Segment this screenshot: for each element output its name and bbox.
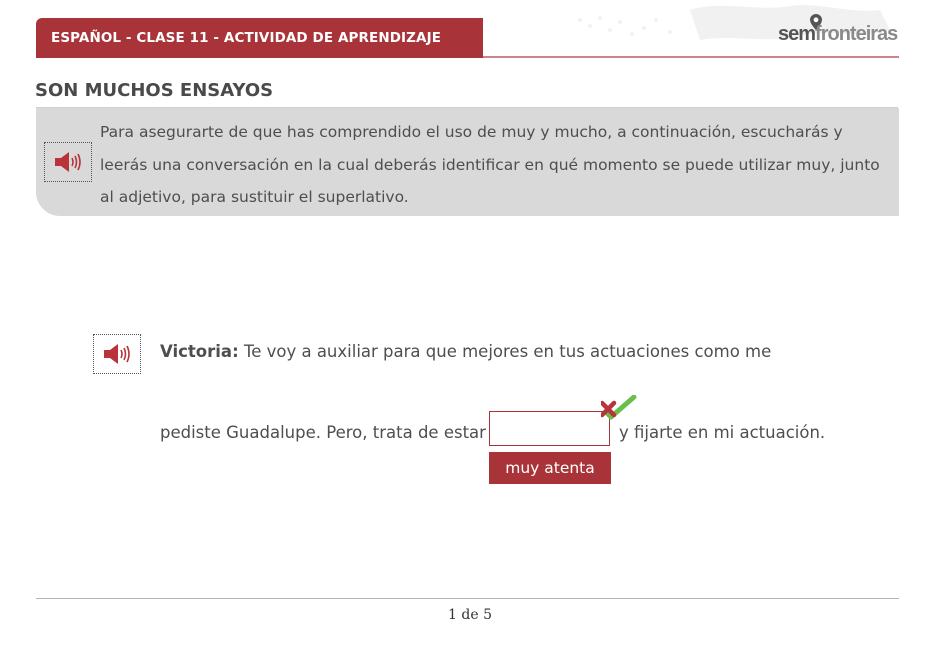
section-title: SON MUCHOS ENSAYOS bbox=[35, 80, 274, 101]
header-divider bbox=[483, 56, 899, 58]
speaker-icon bbox=[53, 151, 83, 173]
check-answer-icon[interactable] bbox=[601, 395, 637, 427]
course-header-band bbox=[36, 18, 483, 58]
logo-suffix: fronteiras bbox=[815, 23, 898, 45]
dialog-audio-button[interactable] bbox=[93, 334, 141, 374]
speaker-icon bbox=[102, 343, 132, 365]
logo-wordmark bbox=[778, 23, 897, 46]
answer-drop-field[interactable] bbox=[489, 411, 610, 446]
dialog-line-1 bbox=[160, 342, 771, 361]
dialog-line-2-before: pediste Guadalupe. Pero, trata de estar bbox=[160, 423, 486, 442]
dialog-line-1-text: Te voy a auxiliar para que mejores en tus actuaciones como me bbox=[238, 342, 772, 361]
course-title: ESPAÑOL - CLASE 11 - ACTIVIDAD DE APRENDIZAJE bbox=[51, 30, 442, 46]
footer-divider bbox=[36, 598, 899, 599]
instructions-text: Para asegurarte de que has comprendido el uso de muy y mucho, a continuación, escucharás y leerás una conversación en la cual deberás identificar en qué momento se puede utilizar muy, junto al adjetivo, para sustituir el superlativo. bbox=[100, 123, 880, 206]
speaker-name: Victoria: bbox=[160, 342, 239, 361]
logo-prefix: sem bbox=[778, 23, 816, 45]
answer-option-chip[interactable]: muy atenta bbox=[489, 452, 611, 484]
semfronteiras-logo bbox=[778, 14, 900, 48]
dialog-line-2-after: y fijarte en mi actuación. bbox=[619, 423, 826, 442]
page-indicator: 1 de 5 bbox=[448, 607, 492, 623]
instructions-panel bbox=[36, 108, 899, 216]
instructions-audio-button[interactable] bbox=[44, 142, 92, 182]
